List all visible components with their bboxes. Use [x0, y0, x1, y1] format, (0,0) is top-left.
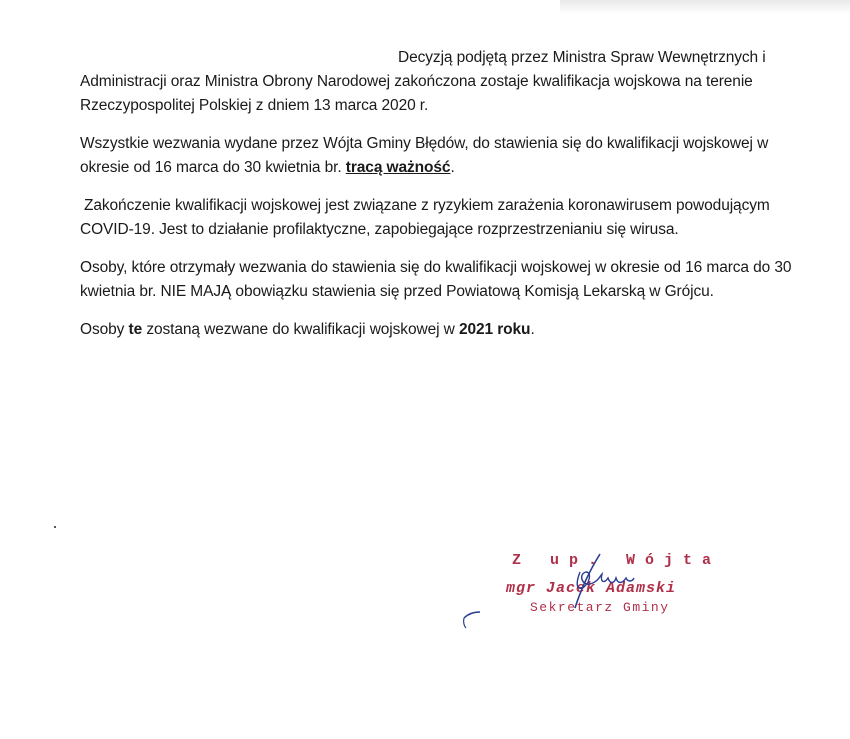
handwritten-signature: [450, 550, 700, 640]
paragraph-summons: [80, 132, 800, 180]
scan-shadow: [560, 0, 850, 14]
stamp-line-3: Sekretarz Gminy: [530, 600, 670, 615]
summons-end: .: [450, 159, 455, 176]
stamp-line-2: mgr Jacek Adamski: [506, 580, 677, 597]
p5-b: te: [128, 321, 143, 338]
paragraph-decision: Decyzją podjętą przez Ministra Spraw Wewnętrznych i Administracji oraz Ministra Obrony Narodowej zakończona zostaje kwalifikacja wojskowa na terenie Rzeczypospolitej Polskiej z dniem 13 marca 2020 r.: [80, 49, 766, 114]
p5-c: zostaną wezwane do kwalifikacji wojskowej w: [142, 321, 459, 338]
invalid-emphasis: tracą ważność: [345, 159, 451, 176]
summons-text: Wszystkie wezwania wydane przez Wójta Gminy Błędów, do stawienia się do kwalifikacji wojskowej w okresie od 16 marca do 30 kwietnia br.: [80, 135, 769, 176]
scan-speck: [54, 526, 56, 528]
p5-a: Osoby: [80, 321, 129, 338]
paragraph-next-year: [80, 318, 800, 342]
p5-e: .: [530, 321, 535, 338]
stamp-line-1: Z up. Wójta: [512, 552, 722, 569]
paragraph-no-obligation: Osoby, które otrzymały wezwania do stawienia się do kwalifikacji wojskowej w okresie od 16 marca do 30 kwietnia br. NIE MAJĄ obowiązku stawienia się przed Powiatową Komisją Lekarską w Grójcu.: [80, 259, 792, 300]
announcement-document: [80, 46, 800, 356]
paragraph-covid: Zakończenie kwalifikacji wojskowej jest związane z ryzykiem zarażenia koronawirusem powodującym COVID-19. Jest to działanie profilaktyczne, zapobiegające rozprzestrzenianiu się wirusa.: [80, 197, 770, 238]
year-emphasis: 2021 roku: [458, 321, 531, 338]
